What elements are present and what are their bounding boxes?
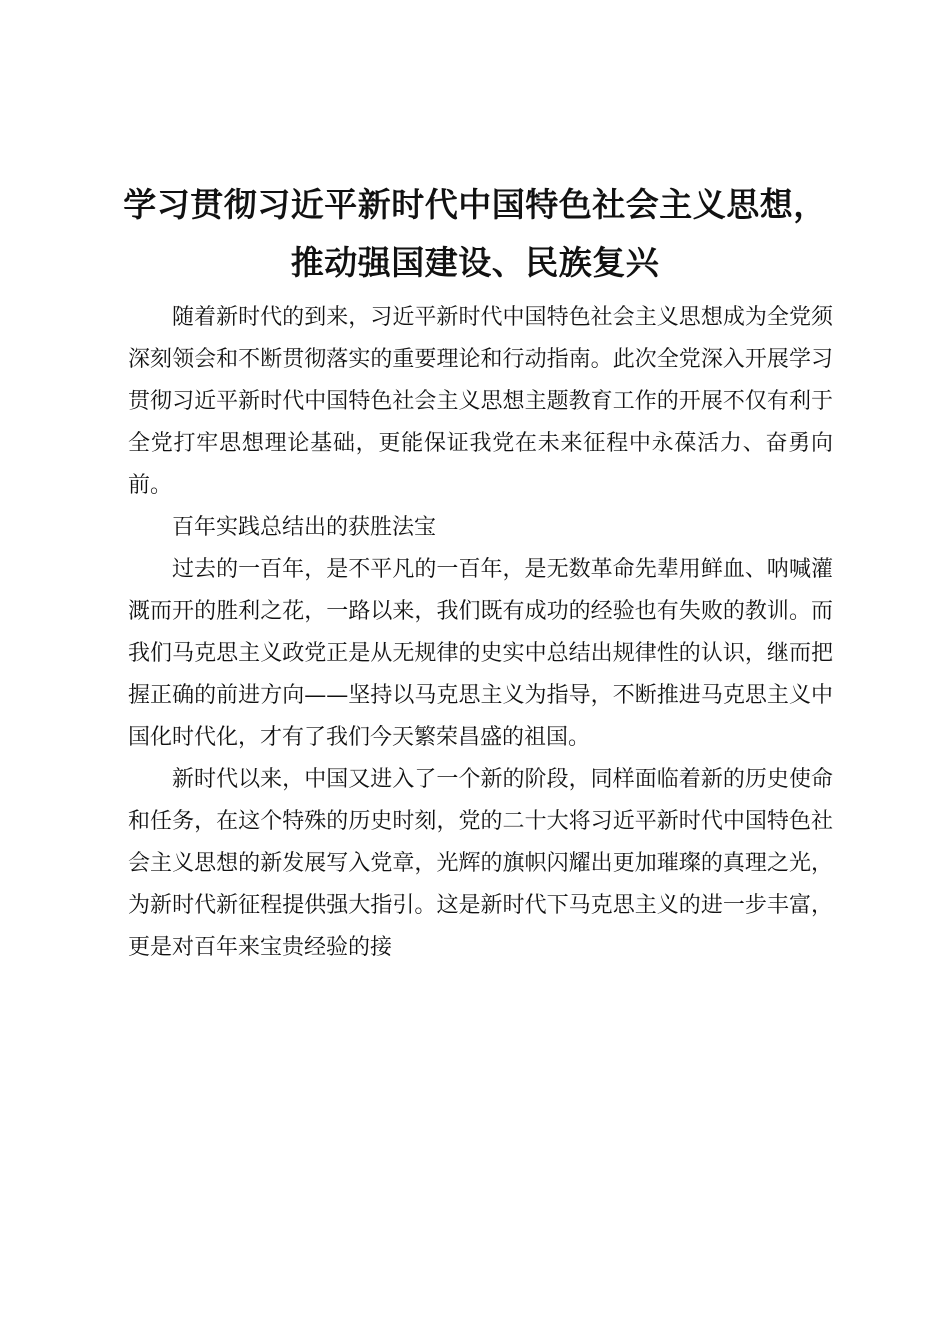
paragraph-history: 过去的一百年，是不平凡的一百年，是无数革命先辈用鲜血、呐喊灌溉而开的胜利之花，一路以来，我们既有成功的经验也有失败的教训。而我们马克思主义政党正是从无规律的史实中总结出规律性的认识，继而把握正确的前进方向——坚持以马克思主义为指导，不断推进马克思主义中国化时代化，才有了我们今天繁荣昌盛的祖国。 <box>128 557 833 750</box>
section-heading: 百年实践总结出的获胜法宝 <box>172 515 437 540</box>
title-line-2: 推动强国建设、民族复兴 <box>290 243 660 282</box>
paragraph-intro: 随着新时代的到来，习近平新时代中国特色社会主义思想成为全党须深刻领会和不断贯彻落实的重要理论和行动指南。此次全党深入开展学习贯彻习近平新时代中国特色社会主义思想主题教育工作的开展不仅有利于全党打牢思想理论基础，更能保证我党在未来征程中永葆活力、奋勇向前。 <box>128 305 833 498</box>
document-body <box>128 297 833 969</box>
title-line-1: 学习贯彻习近平新时代中国特色社会主义思想， <box>123 185 827 224</box>
paragraph-new-era: 新时代以来，中国又进入了一个新的阶段，同样面临着新的历史使命和任务，在这个特殊的历史时刻，党的二十大将习近平新时代中国特色社会主义思想的新发展写入党章，光辉的旗帜闪耀出更加璀璨的真理之光，为新时代新征程提供强大指引。这是新时代下马克思主义的进一步丰富，更是对百年来宝贵经验的接 <box>128 767 833 960</box>
document-title <box>60 176 890 292</box>
